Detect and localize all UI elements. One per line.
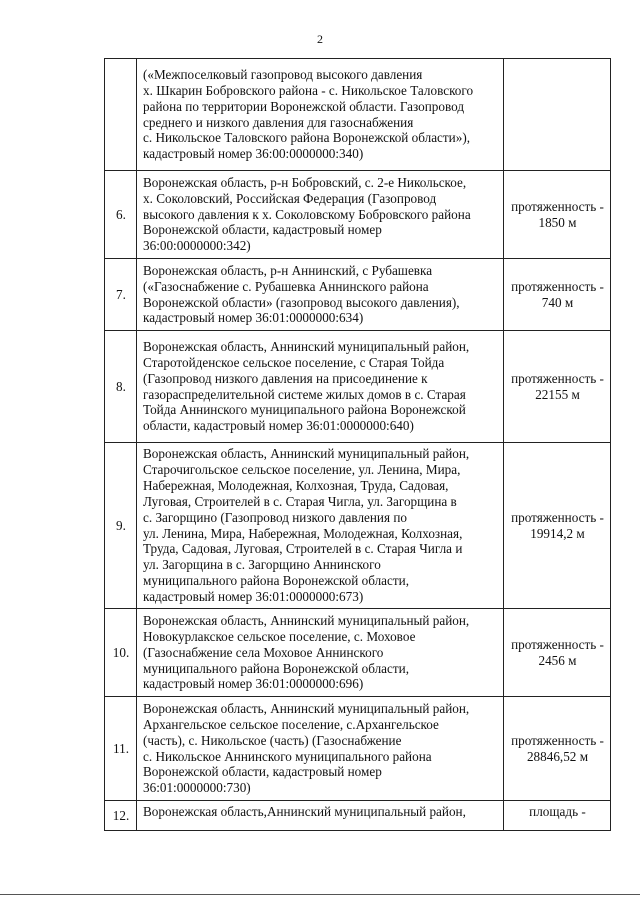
value-line: площадь - (529, 804, 586, 820)
description-line: (часть), с. Никольское (часть) (Газоснабжение (143, 732, 402, 748)
row-description (137, 331, 504, 443)
description-line: х. Соколовский, Российская Федерация (Газопровод (143, 190, 437, 206)
table-row (105, 331, 611, 443)
description-line: Воронежской области» (газопровод высокого давления), (143, 294, 460, 310)
description-line: Старочигольское сельское поселение, ул. Ленина, Мира, (143, 461, 461, 477)
description-line: Труда, Садовая, Луговая, Строителей в с. Старая Чигла и (143, 541, 463, 557)
description-line: кадастровый номер 36:01:0000000:634) (143, 310, 364, 326)
row-description (137, 801, 504, 831)
row-description (137, 171, 504, 259)
value-line: протяженность - (511, 509, 604, 525)
description-line: (Газоснабжение села Моховое Аннинского (143, 644, 384, 660)
row-number: 7. (105, 259, 137, 331)
value-line: протяженность - (511, 370, 604, 386)
description-line: кадастровый номер 36:00:0000000:340) (143, 146, 364, 162)
description-line: высокого давления к х. Соколовскому Бобровского района (143, 206, 471, 222)
row-number: 10. (105, 609, 137, 697)
row-description (137, 443, 504, 609)
table-row (105, 443, 611, 609)
page-number: 2 (317, 32, 323, 46)
value-line: 22155 м (535, 386, 580, 402)
row-value (504, 59, 611, 171)
value-line: 1850 м (538, 214, 577, 230)
value-line: 28846,52 м (526, 748, 589, 764)
row-description (137, 697, 504, 801)
description-line: Воронежская область,Аннинский муниципальный район, (143, 804, 466, 820)
description-line: Воронежская область, Аннинский муниципальный район, (143, 446, 470, 461)
row-number: 11. (105, 697, 137, 801)
description-line: района по территории Воронежской области. Газопровод (143, 98, 465, 114)
table-body (105, 59, 611, 831)
description-line: с. Загорщино (Газопровод низкого давления по (143, 509, 408, 525)
row-description (137, 259, 504, 331)
description-line: Воронежская область, Аннинский муниципальный район, (143, 338, 470, 354)
row-value (504, 801, 611, 831)
value-line: протяженность - (511, 732, 604, 748)
row-number (105, 59, 137, 171)
row-value (504, 171, 611, 259)
table-row (105, 259, 611, 331)
description-line: среднего и низкого давления для газоснабжения (143, 114, 414, 130)
description-line: Архангельское сельское поселение, с.Архангельское (143, 716, 439, 732)
value-line: 2456 м (538, 652, 577, 668)
description-line: Воронежской области, кадастровый номер (143, 764, 382, 780)
row-description (137, 59, 504, 171)
row-value (504, 443, 611, 609)
description-line: Луговая, Строителей в с. Старая Чигла, ул. Загорщина в (143, 493, 457, 509)
table-row (105, 609, 611, 697)
description-line: газораспределительной системе жилых домов в с. Старая (143, 386, 466, 402)
description-line: с. Никольское Аннинского муниципального района (143, 748, 432, 764)
table-row (105, 59, 611, 171)
description-line: ул. Ленина, Мира, Набережная, Молодежная, Колхозная, (143, 525, 463, 541)
description-line: Воронежская область, Аннинский муниципальный район, (143, 612, 470, 628)
description-line: муниципального района Воронежской области, (143, 660, 409, 676)
row-description (137, 609, 504, 697)
description-line: («Газоснабжение с. Рубашевка Аннинского района (143, 278, 429, 294)
description-line: Воронежской области, кадастровый номер (143, 222, 382, 238)
description-line: 36:01:0000000:730) (143, 780, 251, 796)
description-line: кадастровый номер 36:01:0000000:696) (143, 676, 364, 692)
row-number: 12. (105, 801, 137, 831)
description-line: Воронежская область, Аннинский муниципальный район, (143, 700, 470, 716)
description-line: муниципального района Воронежской области, (143, 573, 409, 589)
row-number: 6. (105, 171, 137, 259)
description-line: Воронежская область, р-н Аннинский, с Рубашевка (143, 262, 433, 278)
description-line: («Межпоселковый газопровод высокого давления (143, 66, 423, 82)
value-line: протяженность - (511, 198, 604, 214)
description-line: (Газопровод низкого давления на присоединение к (143, 370, 428, 386)
description-line: Новокурлакское сельское поселение, с. Моховое (143, 628, 416, 644)
table-row (105, 697, 611, 801)
row-value (504, 697, 611, 801)
table-row (105, 801, 611, 831)
description-line: кадастровый номер 36:01:0000000:673) (143, 589, 364, 605)
property-table (104, 58, 611, 831)
row-value (504, 331, 611, 443)
row-value (504, 609, 611, 697)
table-row (105, 171, 611, 259)
description-line: х. Шкарин Бобровского района - с. Никольское Таловского (143, 82, 474, 98)
description-line: Старотойденское сельское поселение, с Старая Тойда (143, 354, 445, 370)
row-number: 9. (105, 443, 137, 609)
bottom-divider (0, 894, 640, 895)
row-value (504, 259, 611, 331)
value-line: 19914,2 м (530, 525, 585, 541)
description-line: Воронежская область, р-н Бобровский, с. 2-е Никольское, (143, 174, 467, 190)
row-number: 8. (105, 331, 137, 443)
value-line: 740 м (541, 294, 574, 310)
description-line: с. Никольское Таловского района Воронежской области»), (143, 130, 471, 146)
value-line: протяженность - (511, 636, 604, 652)
description-line: области, кадастровый номер 36:01:0000000:640) (143, 418, 414, 434)
value-line: протяженность - (511, 278, 604, 294)
description-line: ул. Загорщина в с. Загорщино Аннинского (143, 557, 381, 573)
description-line: 36:00:0000000:342) (143, 238, 251, 254)
description-line: Тойда Аннинского муниципального района Воронежской (143, 402, 466, 418)
description-line: Набережная, Молодежная, Колхозная, Труда, Садовая, (143, 477, 449, 493)
